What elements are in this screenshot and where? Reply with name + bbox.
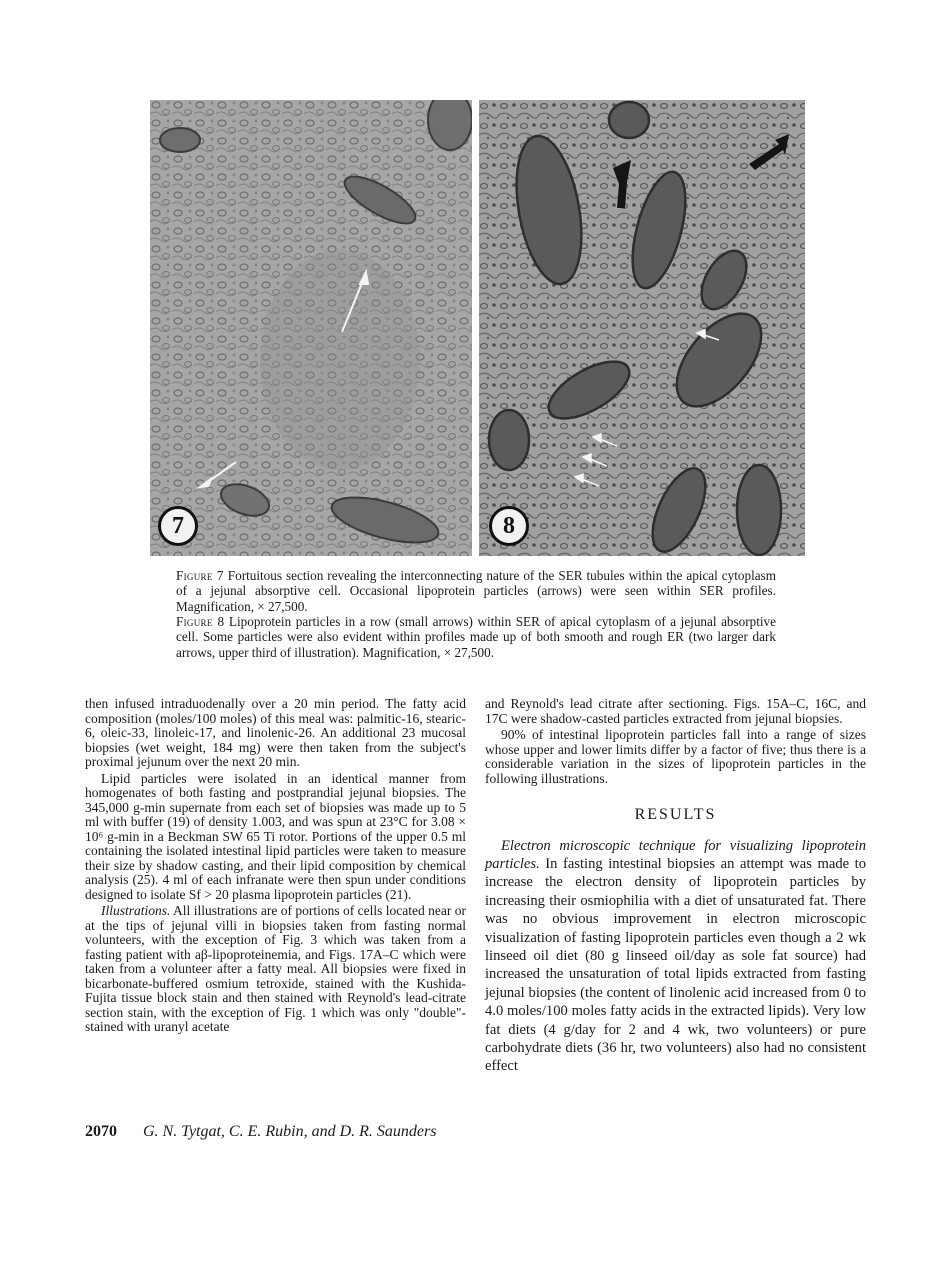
figure-8-caption-prefix: Figure 8 [176,614,225,629]
micrograph-fig8-image [479,100,805,556]
running-authors: G. N. Tytgat, C. E. Rubin, and D. R. Saunders [143,1123,437,1140]
left-paragraph-1: then infused intraduodenally over a 20 min period. The fatty acid composition (moles/100 moles) of this meal was: palmitic-16, stearic-6, oleic-33, linoleic-17, and linolenic-26. An additional 23 mucosal biopsies (wet weight, 184 mg) were then taken from the subject's proximal jejunum over the next 20 min. [85,696,466,769]
figure-7-caption [176,568,776,614]
right-paragraph-2: 90% of intestinal lipoprotein particles fall into a range of sizes whose upper and lower limits differ by a factor of five; thus there is a considerable variation in the sizes of lipoprotein particles in the following illustrations. [485,727,866,786]
figure-8-caption [176,614,776,660]
results-paragraph [485,837,866,1076]
micrograph-fig8 [479,100,805,556]
page-number: 2070 [85,1123,117,1140]
illustrations-lead: Illustrations. [101,903,171,918]
results-text: In fasting intestinal biopsies an attempt was made to increase the electron density of lipoprotein particles by increasing their osmiophilia with a diet of unsaturated fat. There was no obvious improvement in electron microscopic visualization of fasting lipoprotein particles even though a 2 wk linseed oil diet (80 g linseed oil/day as sole fat source) had increased the unsaturation of total lipids extracted from fasting jejunal biopsies (the content of linolenic acid increased from 0 to 4.0 moles/100 moles fatty acids in the extracted lipids). Very low fat diets (4 g/day for 2 and 4 wk, two volunteers) or pure carbohydrate diets (36 hr, two volunteers) also had no consistent effect [485,855,866,1075]
left-paragraph-3 [85,904,466,1035]
results-heading: RESULTS [634,806,717,823]
left-column [85,697,466,1035]
right-column [485,697,866,1076]
results-lead: Electron microscopic technique for visualizing lipoprotein particles. [485,837,866,872]
micrograph-fig7 [150,100,472,556]
right-paragraph-1: and Reynold's lead citrate after sectioning. Figs. 15A–C, 16C, and 17C were shadow-casted particles extracted from jejunal biopsies. [485,696,866,726]
illustrations-text: All illustrations are of portions of cells located near or at the tips of jejunal villi in biopsies taken from fasting normal volunteers, with the exception of Fig. 3 which was taken from a fasting patient with aβ-lipoproteinemia, and Figs. 17A–C which were taken from a volunteer after a fatty meal. All biopsies were fixed in bicarbonate-buffered osmium tetroxide, stained with the Kushida-Fujita tissue block stain and then stained with Reynold's lead-citrate section stain, with the exception of Fig. 1 which was only "double"-stained with uranyl acetate [85,903,466,1034]
figure-7-caption-prefix: Figure 7 [176,568,224,583]
left-paragraph-2: Lipid particles were isolated in an identical manner from homogenates of both fasting and postprandial jejunal biopsies. The 345,000 g-min supernate from each set of biopsies was made up to 5 ml with buffer (19) of density 1.003, and was spun at 23°C for 3.08 × 10⁶ g-min in a Beckman SW 65 Ti rotor. Portions of the upper 0.5 ml containing the isolated intestinal lipid particles were taken to measure their size by shadow casting, and their lipid composition by chemical analysis (25). 4 ml of each infranate were then spun under conditions designed to isolate Sf > 20 plasma lipoprotein particles (21). [85,770,466,902]
figure-7-label: 7 [158,506,198,546]
figure-7-caption-text: Fortuitous section revealing the interconnecting nature of the SER tubules within the apical cytoplasm of a jejunal absorptive cell. Occasional lipoprotein particles (arrows) were seen within SER profiles. Magnification, × 27,500. [176,568,777,614]
micrograph-fig7-image [150,100,472,556]
figure-8-caption-text: Lipoprotein particles in a row (small arrows) within SER of apical cytoplasm of a jejunal absorptive cell. Some particles were also evident within profiles made up of both smooth and rough ER (two larger dark arrows, upper third of illustration). Magnification, × 27,500. [176,614,777,660]
page-footer [85,1123,685,1141]
figure-8-label: 8 [489,506,529,546]
